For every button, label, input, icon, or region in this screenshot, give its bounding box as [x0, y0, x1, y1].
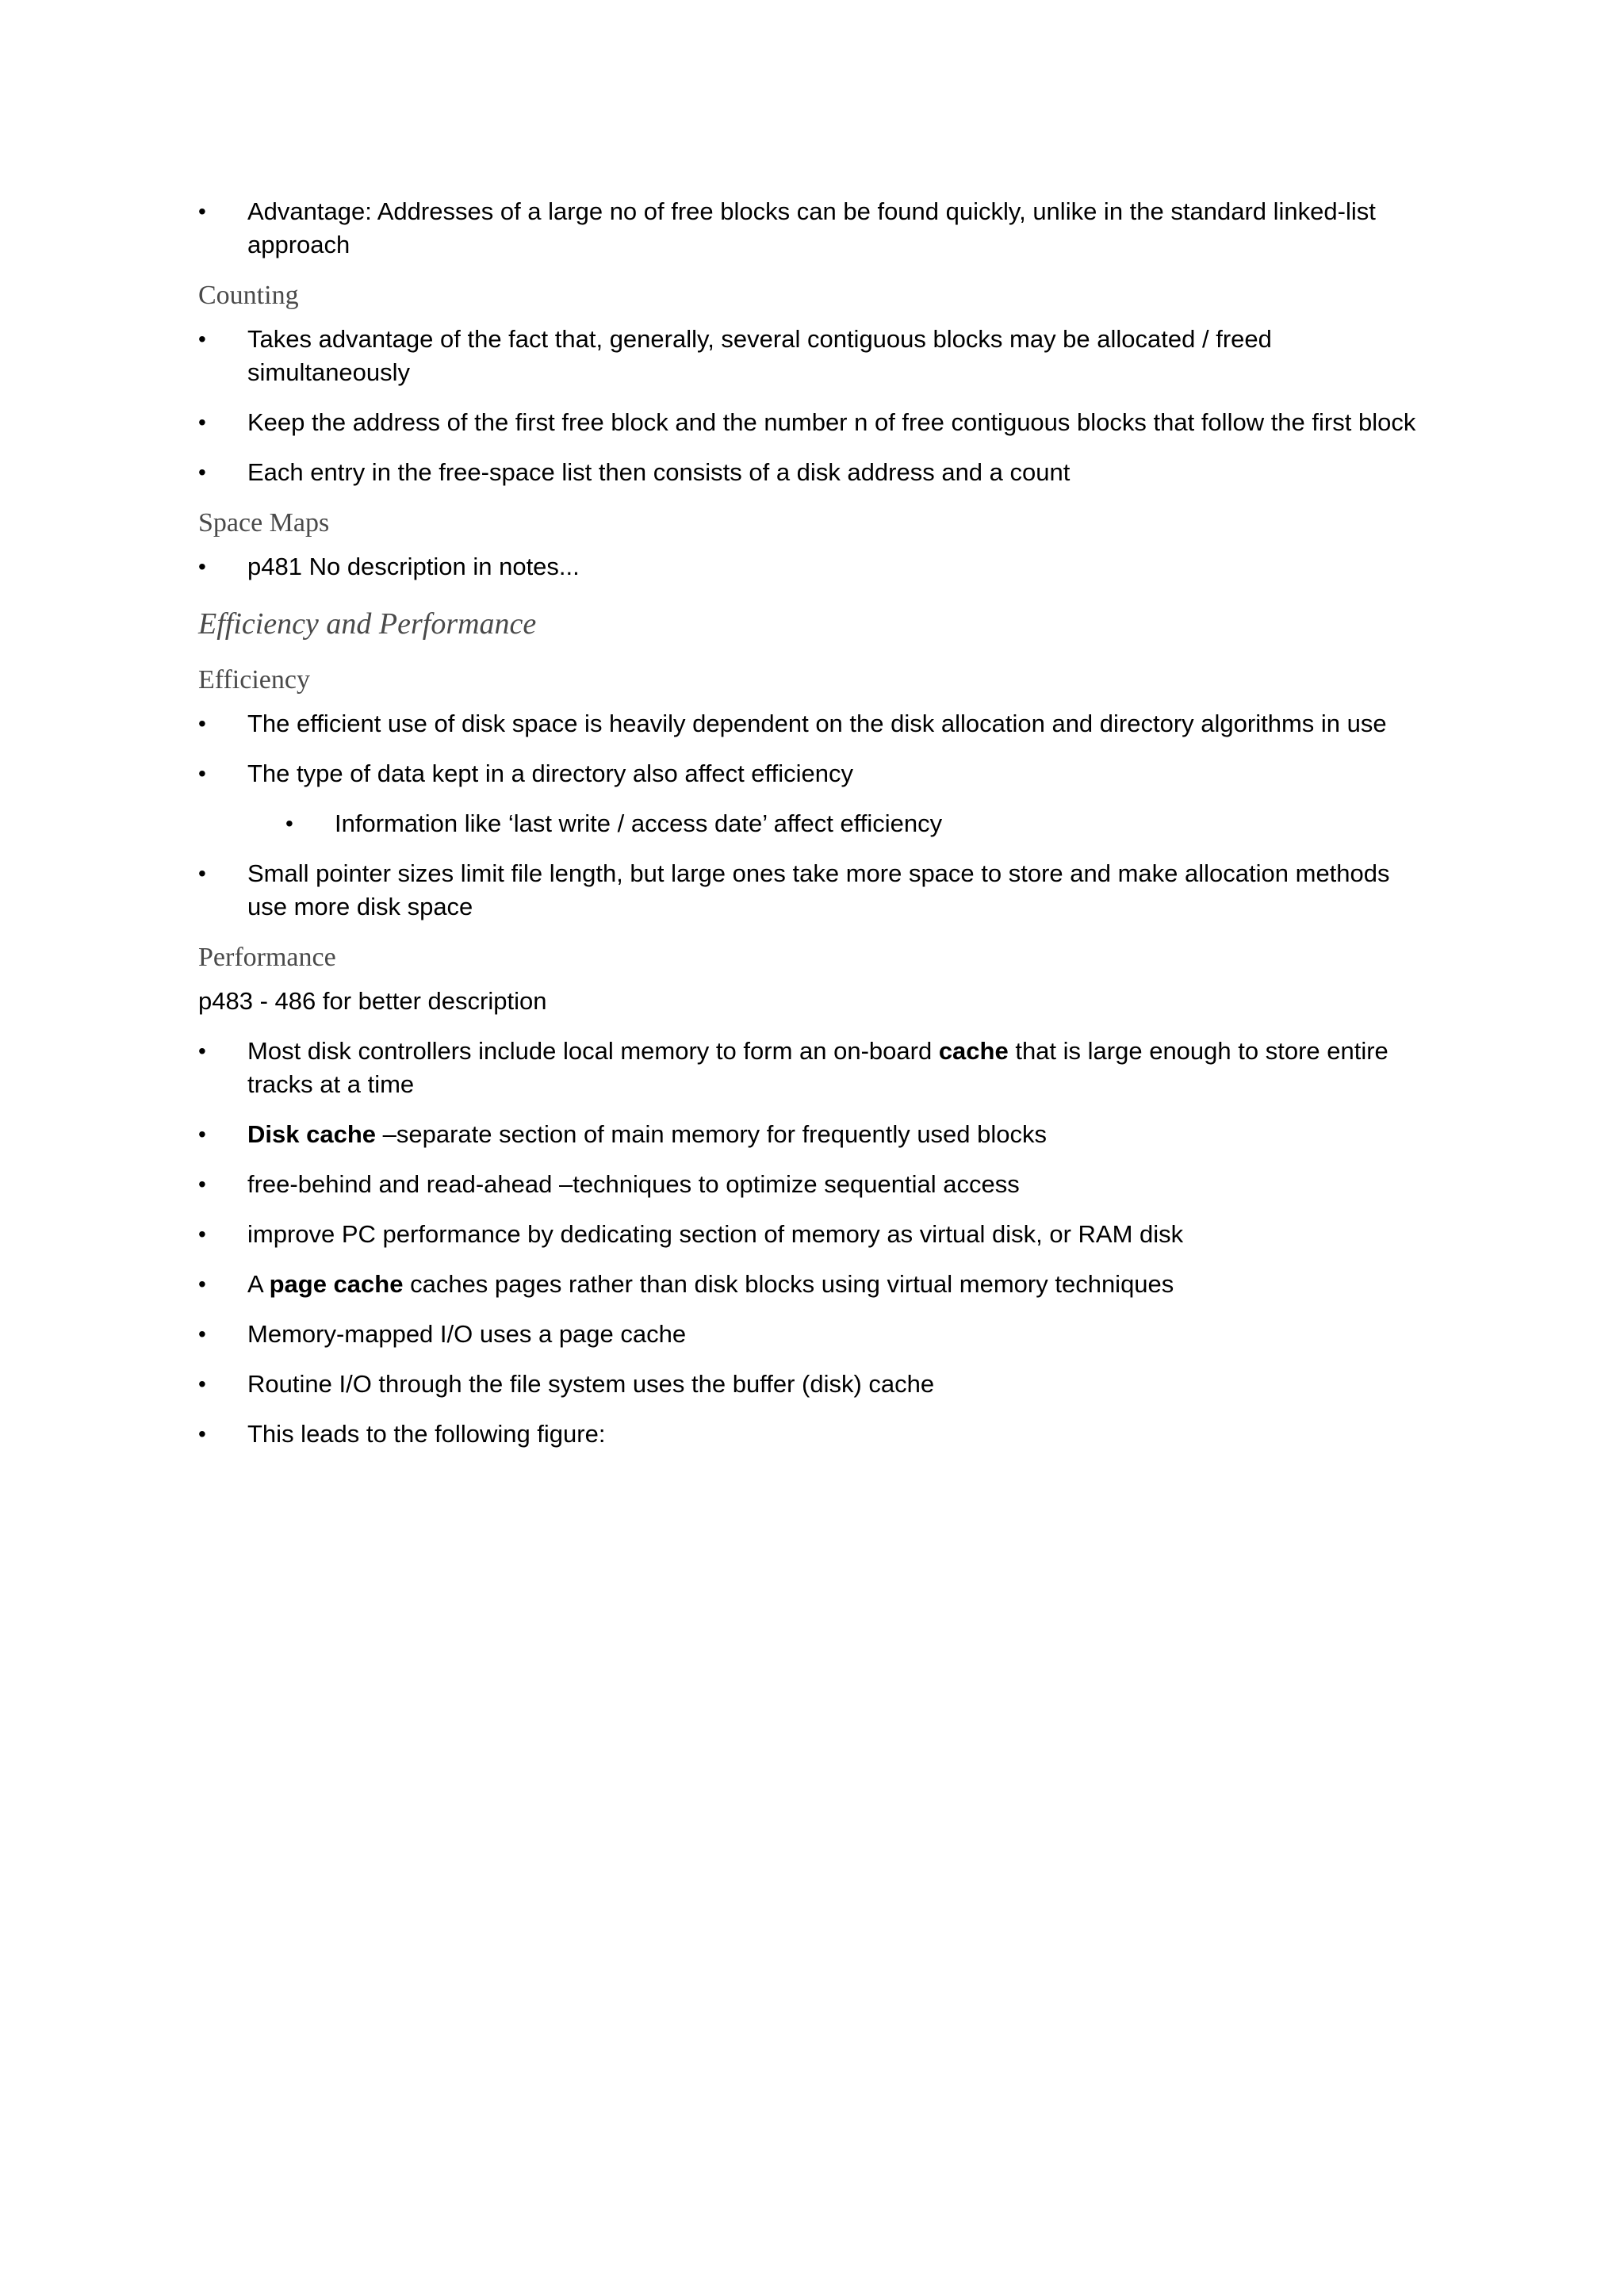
bullet-icon: •: [198, 460, 206, 484]
bullet-text: Memory-mapped I/O uses a page cache: [247, 1320, 687, 1348]
section-heading: Efficiency and Performance: [198, 607, 537, 641]
bullet-text: A: [247, 1270, 270, 1298]
bullet-icon: •: [198, 1372, 206, 1396]
paragraph: p483 - 486 for better description: [198, 987, 547, 1015]
bullet-text: The efficient use of disk space is heavily dependent on the disk allocation and directory algorithms in use: [247, 710, 1387, 737]
bullet-text: –separate section of main memory for frequently used blocks: [376, 1120, 1048, 1148]
bullet-text: that is large enough to store entire tracks at a time: [247, 1037, 1388, 1098]
bullet-icon: •: [198, 1122, 206, 1146]
document-body: [198, 195, 1435, 1468]
bullet-text: Routine I/O through the file system uses the buffer (disk) cache: [247, 1370, 935, 1398]
bullet-item: [198, 857, 1435, 924]
bullet-text: caches pages rather than disk blocks using virtual memory techniques: [403, 1270, 1174, 1298]
bullet-text: free-behind and read-ahead –techniques to optimize sequential access: [247, 1170, 1020, 1198]
bullet-item: [198, 550, 1435, 584]
sub-bullet-item: [285, 807, 1435, 840]
bullet-icon: •: [198, 711, 206, 736]
bullet-icon: •: [198, 1422, 206, 1446]
bold-term: cache: [938, 1037, 1009, 1065]
bullet-text: The type of data kept in a directory also affect efficiency: [247, 760, 853, 787]
bullet-item: [198, 1218, 1435, 1251]
subsection-heading: Performance: [198, 943, 336, 972]
bullet-icon: •: [285, 811, 293, 836]
bullet-text: Information like ‘last write / access date’ affect efficiency: [335, 809, 943, 837]
bullet-icon: •: [198, 554, 206, 579]
bullet-item: [198, 1418, 1435, 1451]
bullet-text: Takes advantage of the fact that, generally, several contiguous blocks may be allocated / freed simultaneously: [247, 325, 1272, 386]
bullet-item: [198, 195, 1435, 262]
bullet-icon: •: [198, 861, 206, 886]
bullet-item: [198, 456, 1435, 489]
subsection-heading: Space Maps: [198, 508, 330, 538]
bullet-text: Keep the address of the first free block and the number n of free contiguous blocks that follow the first block: [247, 408, 1416, 436]
bullet-item: [198, 1268, 1435, 1301]
bullet-icon: •: [198, 1322, 206, 1346]
bullet-text: Small pointer sizes limit file length, but large ones take more space to store and make allocation methods use more disk space: [247, 859, 1390, 920]
bullet-icon: •: [198, 410, 206, 434]
bullet-text: improve PC performance by dedicating section of memory as virtual disk, or RAM disk: [247, 1220, 1184, 1248]
bullet-item: [198, 323, 1435, 389]
bullet-text: p481 No description in notes...: [247, 553, 580, 580]
bold-term: page cache: [269, 1270, 404, 1298]
bullet-item: [198, 1318, 1435, 1351]
bullet-icon: •: [198, 1222, 206, 1246]
bullet-icon: •: [198, 1039, 206, 1063]
bullet-item: [198, 1035, 1435, 1101]
bullet-icon: •: [198, 1172, 206, 1196]
bullet-text: This leads to the following figure:: [247, 1420, 606, 1448]
subsection-heading: Counting: [198, 281, 299, 310]
bullet-text: Advantage: Addresses of a large no of free blocks can be found quickly, unlike in the standard linked-list approach: [247, 197, 1376, 258]
bullet-icon: •: [198, 1272, 206, 1296]
bullet-item: [198, 1368, 1435, 1401]
bullet-item: [198, 1168, 1435, 1201]
bullet-item: [198, 757, 1435, 790]
bullet-text: Each entry in the free-space list then consists of a disk address and a count: [247, 458, 1071, 486]
bullet-item: [198, 1118, 1435, 1151]
bullet-icon: •: [198, 199, 206, 224]
bullet-item: [198, 406, 1435, 439]
bullet-text: Most disk controllers include local memory to form an on-board: [247, 1037, 939, 1065]
bullet-item: [198, 707, 1435, 740]
bullet-icon: •: [198, 327, 206, 351]
subsection-heading: Efficiency: [198, 665, 310, 695]
bullet-icon: •: [198, 761, 206, 786]
bold-term: Disk cache: [247, 1120, 376, 1148]
